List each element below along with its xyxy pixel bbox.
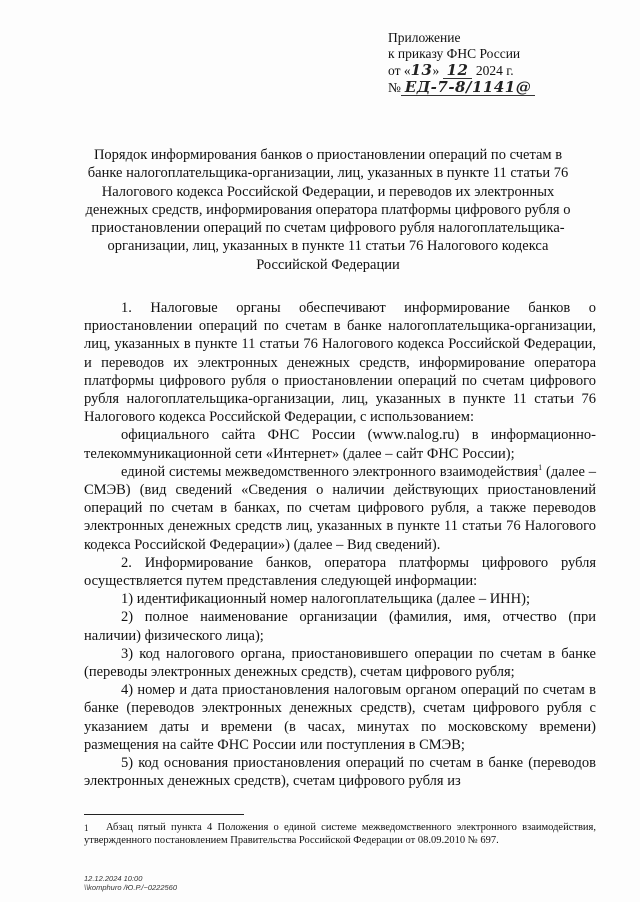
document-title: Порядок информирования банков о приостановлении операций по счетам в банке налогоплательщика-организации, лиц, указанных в пункте 11 статьи 76 Налогового кодекса Российской Федерации, и переводов их электронных денежных средств, информирования оператора платформы цифрового рубля о приостановлении операций по счетам цифрового рубля налогоплательщика-организации, лиц, указанных в пункте 11 статьи 76 Налогового кодекса Российской Федерации [85, 147, 571, 273]
appendix-header [388, 30, 628, 96]
paragraph-3-start: единой системы межведомственного электронного взаимодействия [121, 463, 539, 480]
list-item-2: 2) полное наименование организации (фамилия, имя, отчество (при наличии) физического лица); [84, 609, 596, 644]
footnote-ref: 1 [538, 463, 543, 472]
paragraph-2: официального сайта ФНС России (www.nalog.ru) в информационно-телекоммуникационной сети «Интернет» (далее – сайт ФНС России); [84, 427, 596, 462]
paragraph-1: 1. Налоговые органы обеспечивают информирование банков о приостановлении операций по счетам в банке налогоплательщика-организации, лиц, указанных в пункте 11 статьи 76 Налогового кодекса Российской Федерации, и переводов их электронных денежных средств, информирование оператора платформы цифрового рубля о приостановлении операций по счетам цифрового рубля налогоплательщика-организации, лиц, указанных в пункте 11 статьи 76 Налогового кодекса Российской Федерации, с использованием: [84, 300, 596, 426]
paragraph-4: 2. Информирование банков, оператора платформы цифрового рубля осуществляется путем представления следующей информации: [84, 554, 596, 590]
appendix-label: Приложение [388, 30, 461, 45]
date-month: 12 [443, 62, 473, 79]
date-year: 2024 г. [475, 63, 514, 78]
number-value: ЕД-7-8/1141@ [401, 79, 535, 96]
paragraph-3-end: (далее – СМЭВ) (вид сведений «Сведения о наличии действующих приостановлений операций по счетам в банках, по счетам цифрового рубля, а также переводов электронных денежных средств лиц, указанных в пункте 11 статьи 76 Налогового кодекса Российской Федерации») (далее – Вид сведений). [84, 463, 596, 553]
date-mid: » [432, 63, 440, 78]
order-date [388, 62, 628, 79]
paragraph-3 [84, 463, 596, 554]
order-number [388, 79, 628, 96]
list-item-5: 5) код основания приостановления операций по счетам в банке (переводов электронных денежных средств), счетам цифрового рубля из [84, 755, 596, 790]
footnote-number: 1 [84, 823, 89, 833]
number-prefix: № [388, 80, 401, 95]
date-prefix: от « [388, 63, 411, 78]
document-body [84, 299, 596, 790]
stamp-path: \\komphuro /Ю.Р./~0222560 [84, 883, 178, 892]
footnote-divider [84, 814, 244, 815]
stamp-date: 12.12.2024 10:00 [84, 874, 143, 883]
date-day: 13 [410, 61, 433, 79]
print-stamp [84, 874, 384, 892]
list-item-3: 3) код налогового органа, приостановившего операции по счетам в банке (переводы электронных денежных средств), счетам цифрового рубля; [84, 645, 596, 681]
footnote [84, 822, 596, 847]
order-reference: к приказу ФНС России [388, 46, 521, 61]
list-item-1: 1) идентификационный номер налогоплательщика (далее – ИНН); [121, 591, 530, 608]
footnote-text: Абзац пятый пункта 4 Положения о единой системе межведомственного электронного взаимодействия, утвержденного постановлением Правительства Российской Федерации от 08.09.2010 № 697. [84, 822, 596, 846]
list-item-4: 4) номер и дата приостановления налоговым органом операций по счетам в банке (переводов электронных денежных средств), счетам цифрового рубля с указанием даты и времени (в часах, минутах по московскому времени) размещения на сайте ФНС России или поступления в СМЭВ; [84, 682, 596, 753]
